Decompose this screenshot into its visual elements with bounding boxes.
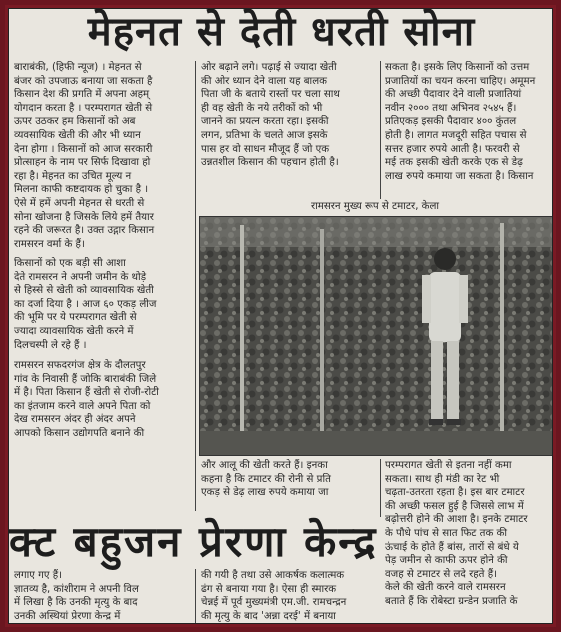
text-line: चेन्नई में पूर्व मुख्यमंत्री एम.जी. रामचन्द्रन bbox=[201, 597, 347, 609]
text-line: रहने की जरूरत है। उक्त उद्गार किसान bbox=[14, 225, 155, 237]
text-line: होती है। लागत मजदूरी सहित पचास से bbox=[385, 129, 527, 141]
text-line: उनकी अस्थियां प्रेरणा केन्द्र में bbox=[14, 610, 121, 622]
text-line: प्रजातियों का चयन करना चाहिए। अमूमन bbox=[385, 75, 536, 87]
tomato-field-image bbox=[200, 217, 552, 455]
column-divider bbox=[380, 61, 381, 199]
text-line: रामसरन वर्मा के हैं। bbox=[14, 238, 85, 250]
text-line: वजह से टमाटर से लदे रहते हैं। bbox=[385, 568, 497, 580]
text-line: दिलचस्पी ले रहे हैं । bbox=[14, 339, 87, 351]
text-line: की गयी है तथा उसे आकर्षक कलात्मक bbox=[201, 570, 345, 581]
text-line: का दर्जा दिया है । आज ६० एकड़ लीज bbox=[14, 298, 157, 310]
text-line: केले की खेती करने वाले रामसरन bbox=[385, 582, 506, 594]
text-line: एकड़ से डेढ़ लाख रुपये कमाया जा bbox=[201, 487, 329, 499]
text-line: ऊंचाई के होते हैं बांस, तारों से बंधे ये bbox=[385, 541, 519, 553]
text-line: पेड़ जमीन से काफी ऊपर होने की bbox=[385, 555, 508, 567]
text-line: जानने का प्रयत्न करता रहा। इसकी bbox=[201, 116, 329, 128]
text-line: से हिस्से से खेती को व्यावसायिक खेती bbox=[14, 285, 154, 297]
text-line: की अच्छी फसल हुई है जिससे लाभ में bbox=[385, 500, 524, 512]
text-line: में है। पिता किसान हैं खेती से रोजी-रोटी bbox=[14, 387, 159, 399]
text-line: ओर बढ़ाने लगे। पढ़ाई से ज्यादा खेती bbox=[201, 62, 337, 73]
text-line: ज्ञातव्य है, कांशीराम ने अपनी विल bbox=[14, 583, 139, 595]
text-line: पिता जी के बताये रास्तों पर चला साथ bbox=[201, 89, 340, 101]
text-line: किसान देश की प्रगति में अपना अहम् bbox=[14, 89, 150, 101]
column-2-continued bbox=[201, 459, 377, 511]
text-line: पास हर वो साधन मौजूद हैं जो एक bbox=[201, 143, 330, 155]
text-line: कहना है कि टमाटर की रोनी से प्रति bbox=[201, 473, 331, 485]
column-divider bbox=[195, 61, 196, 511]
text-line: बताते हैं कि रोबेस्टा ग्रन्डेन प्रजाति के bbox=[385, 595, 518, 607]
text-line: देना होगा । किसानों को आज सरकारी bbox=[14, 143, 153, 155]
text-line: व्यवसायिक खेती की और भी ध्यान bbox=[14, 129, 141, 141]
text-line: परम्परागत खेती से इतना नहीं कमा bbox=[385, 460, 512, 471]
text-line: का इंतजाम करने वाले अपने पिता को bbox=[14, 400, 151, 412]
text-line: सकता है। इसके लिए किसानों को उत्तम bbox=[385, 62, 530, 73]
text-line: आपको किसान उद्योगपति बनाने की bbox=[14, 427, 145, 439]
text-line: बढ़ोत्तरी होने की आशा है। इनके टमाटर bbox=[385, 514, 528, 526]
text-line: लगाए गए हैं। bbox=[14, 570, 63, 581]
headline: मेहनत से देती धरती सोना bbox=[87, 9, 476, 55]
text-line: बंजर को उपजाऊ बनाया जा सकता है bbox=[14, 75, 153, 87]
text-line: रामसरन सफदरगंज क्षेत्र के दौलतपुर bbox=[14, 360, 146, 371]
text-line: किसानों को एक बड़ी सी आशा bbox=[14, 258, 126, 269]
text-line: ऊपर उठकर हम किसानों को अब bbox=[14, 116, 136, 128]
column-1-para-3 bbox=[14, 359, 192, 445]
text-line: सकता। साथ ही मंडी का रेट भी bbox=[385, 473, 500, 485]
column-divider bbox=[195, 569, 196, 624]
text-line: और आलू की खेती करते हैं। इनका bbox=[201, 460, 328, 471]
text-line: प्रोत्साहन के नाम पर सिर्फ दिखावा हो bbox=[14, 157, 151, 169]
lower-story-column-2 bbox=[201, 569, 377, 624]
text-line: बाराबंकी, (हिफी न्यूज) । मेहनत से bbox=[14, 62, 142, 73]
text-line: उन्नतशील किसान की पहचान होती है। bbox=[201, 157, 339, 169]
text-line: की अच्छी पैदावार देने वाली प्रजातियां bbox=[385, 89, 522, 101]
text-line: गांव के निवासी हैं जोकि बाराबंकी जिले bbox=[14, 373, 157, 385]
photo-caption: रामसरन मुख्य रूप से टमाटर, केला bbox=[310, 201, 440, 212]
column-2-text bbox=[201, 61, 377, 173]
column-divider bbox=[380, 459, 381, 517]
column-3-text bbox=[385, 61, 551, 199]
text-line: मई तक इसकी खेती करके एक से डेढ़ bbox=[385, 157, 523, 169]
text-line: नवीन २००० तथा अभिनव २५४५ हैं। bbox=[385, 102, 517, 114]
text-line: की भूमि पर ये परम्परागत खेती से bbox=[14, 312, 137, 324]
text-line: की मृत्यु के बाद 'अन्ना दरई' में बनाया bbox=[201, 610, 336, 622]
text-line: लगन, प्रतिभा के चलते आज इसके bbox=[201, 129, 328, 141]
text-line: ही वह खेती के नये तरीकों को भी bbox=[201, 102, 323, 114]
column-1-para-1 bbox=[14, 61, 192, 253]
text-line: में लिखा है कि उनकी मृत्यु के बाद bbox=[14, 597, 138, 609]
text-line: रहा है। मेहनत का उचित मूल्य न bbox=[14, 170, 132, 182]
farmer-photo bbox=[199, 216, 553, 456]
text-line: सत्तर हजार रुपये आती है। फरवरी से bbox=[385, 143, 520, 155]
text-line: के पौधे पांच से सात फिट तक की bbox=[385, 527, 508, 539]
text-line: चढ़ता-उतरता रहता है। इस बार टमाटर bbox=[385, 487, 525, 499]
lower-headline: क्ट बहुजन प्रेरणा केन्द्र bbox=[9, 517, 378, 566]
column-1-para-2 bbox=[14, 257, 192, 355]
text-line: देते रामसरन ने अपनी जमीन के थोड़े bbox=[14, 271, 147, 283]
text-line: ढंग से बनाया गया है। ऐसा ही स्मारक bbox=[201, 583, 337, 595]
text-line: ज्यादा व्यावसायिक खेती करने में bbox=[14, 325, 134, 337]
lower-story-column-1 bbox=[14, 569, 192, 624]
text-line: मिलना काफी कष्टदायक हो चुका है । bbox=[14, 184, 149, 196]
text-line: की ओर ध्यान देने वाला यह बालक bbox=[201, 75, 327, 87]
newspaper-clipping bbox=[8, 8, 553, 624]
text-line: ऐसे में हमें अपनी मेहनत से धरती से bbox=[14, 197, 145, 209]
text-line: सोना खोजना है जिसके लिये हमें तैयार bbox=[14, 211, 154, 223]
text-line: लाख रुपये कमाया जा सकता है। किसान bbox=[385, 170, 534, 182]
page-frame bbox=[5, 5, 556, 627]
text-line: देख रामसरन अंदर ही अंदर अपने bbox=[14, 414, 136, 426]
text-line: योगदान करता है । परम्परागत खेती से bbox=[14, 102, 153, 114]
text-line: प्रतिएकड़ इसकी पैदावार ४०० कुंतल bbox=[385, 116, 517, 128]
